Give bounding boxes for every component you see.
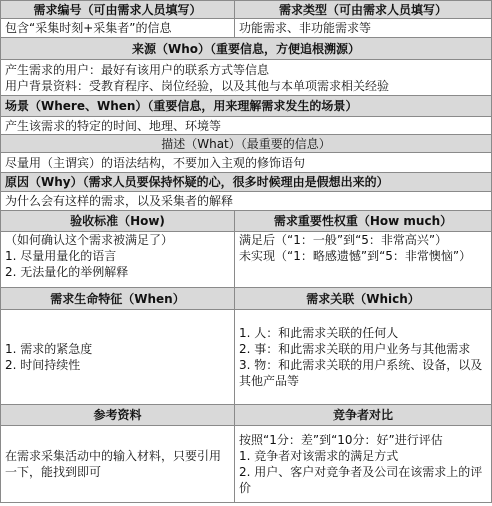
req-id-header: 需求编号（可由需求人员填写） — [1, 1, 235, 19]
scene-value: 产生该需求的特定的时间、地理、环境等 — [1, 117, 492, 135]
references-header: 参考资料 — [1, 405, 235, 426]
req-id-value: 包含“采集时刻+采集者”的信息 — [1, 19, 235, 38]
reason-value: 为什么会有这样的需求，以及采集者的解释 — [1, 192, 492, 211]
association-header: 需求关联（Which） — [235, 288, 492, 310]
lifecycle-header: 需求生命特征（When） — [1, 288, 235, 310]
acceptance-line-2: 2. 无法量化的举例解释 — [5, 265, 129, 279]
source-line-user: 产生需求的用户：最好有该用户的联系方式等信息 — [5, 62, 270, 77]
lifecycle-line-urgency: 1. 需求的紧急度 — [5, 342, 93, 356]
description-value: 尽量用（主谓宾）的语法结构，不要加入主观的修饰语句 — [1, 153, 492, 173]
competitors-line-scale: 按照“1分：差”到“10分：好”进行评估 — [239, 433, 443, 447]
association-line-people: 1. 人：和此需求关联的任何人 — [239, 326, 399, 340]
source-header: 来源（Who）（重要信息，方便追根溯源） — [1, 38, 492, 60]
importance-line-satisfied: 满足后（“1：一般”到“5：非常高兴”） — [239, 233, 448, 247]
importance-header: 需求重要性权重（How much） — [235, 211, 492, 232]
reason-header: 原因（Why）（需求人员要保持怀疑的心，很多时候理由是假想出来的） — [1, 173, 492, 192]
competitors-content — [235, 426, 492, 503]
association-line-objects: 3. 物：和此需求关联的用户系统、设备，以及其他产品等 — [239, 358, 483, 388]
acceptance-content — [1, 232, 235, 288]
competitors-line-1: 1. 竞争者对该需求的满足方式 — [239, 449, 399, 463]
importance-content — [235, 232, 492, 288]
acceptance-line-intro: （如何确认这个需求被满足了） — [5, 233, 174, 247]
importance-line-unmet: 未实现（“1：略感遗憾”到“5：非常懊恼”） — [239, 249, 472, 263]
lifecycle-line-duration: 2. 时间持续性 — [5, 358, 81, 372]
competitors-line-2: 2. 用户、客户对竞争者及公司在该需求上的评价 — [239, 465, 483, 495]
source-line-background: 用户背景资料：受教育程序、岗位经验，以及其他与本单项需求相关经验 — [5, 78, 390, 93]
competitors-header: 竞争者对比 — [235, 405, 492, 426]
association-line-things: 2. 事：和此需求关联的用户业务与其他需求 — [239, 342, 471, 356]
acceptance-header: 验收标准（How) — [1, 211, 235, 232]
lifecycle-content — [1, 310, 235, 405]
req-type-value: 功能需求、非功能需求等 — [235, 19, 492, 38]
references-value: 在需求采集活动中的输入材料，只要引用一下，能找到即可 — [1, 426, 235, 503]
req-type-header: 需求类型（可由需求人员填写） — [235, 1, 492, 19]
scene-header: 场景（Where、When）（重要信息，用来理解需求发生的场景） — [1, 96, 492, 117]
description-header: 描述（What）（最重要的信息） — [1, 135, 492, 153]
association-content — [235, 310, 492, 405]
source-content — [1, 60, 492, 96]
acceptance-line-1: 1. 尽量用量化的语言 — [5, 249, 117, 263]
